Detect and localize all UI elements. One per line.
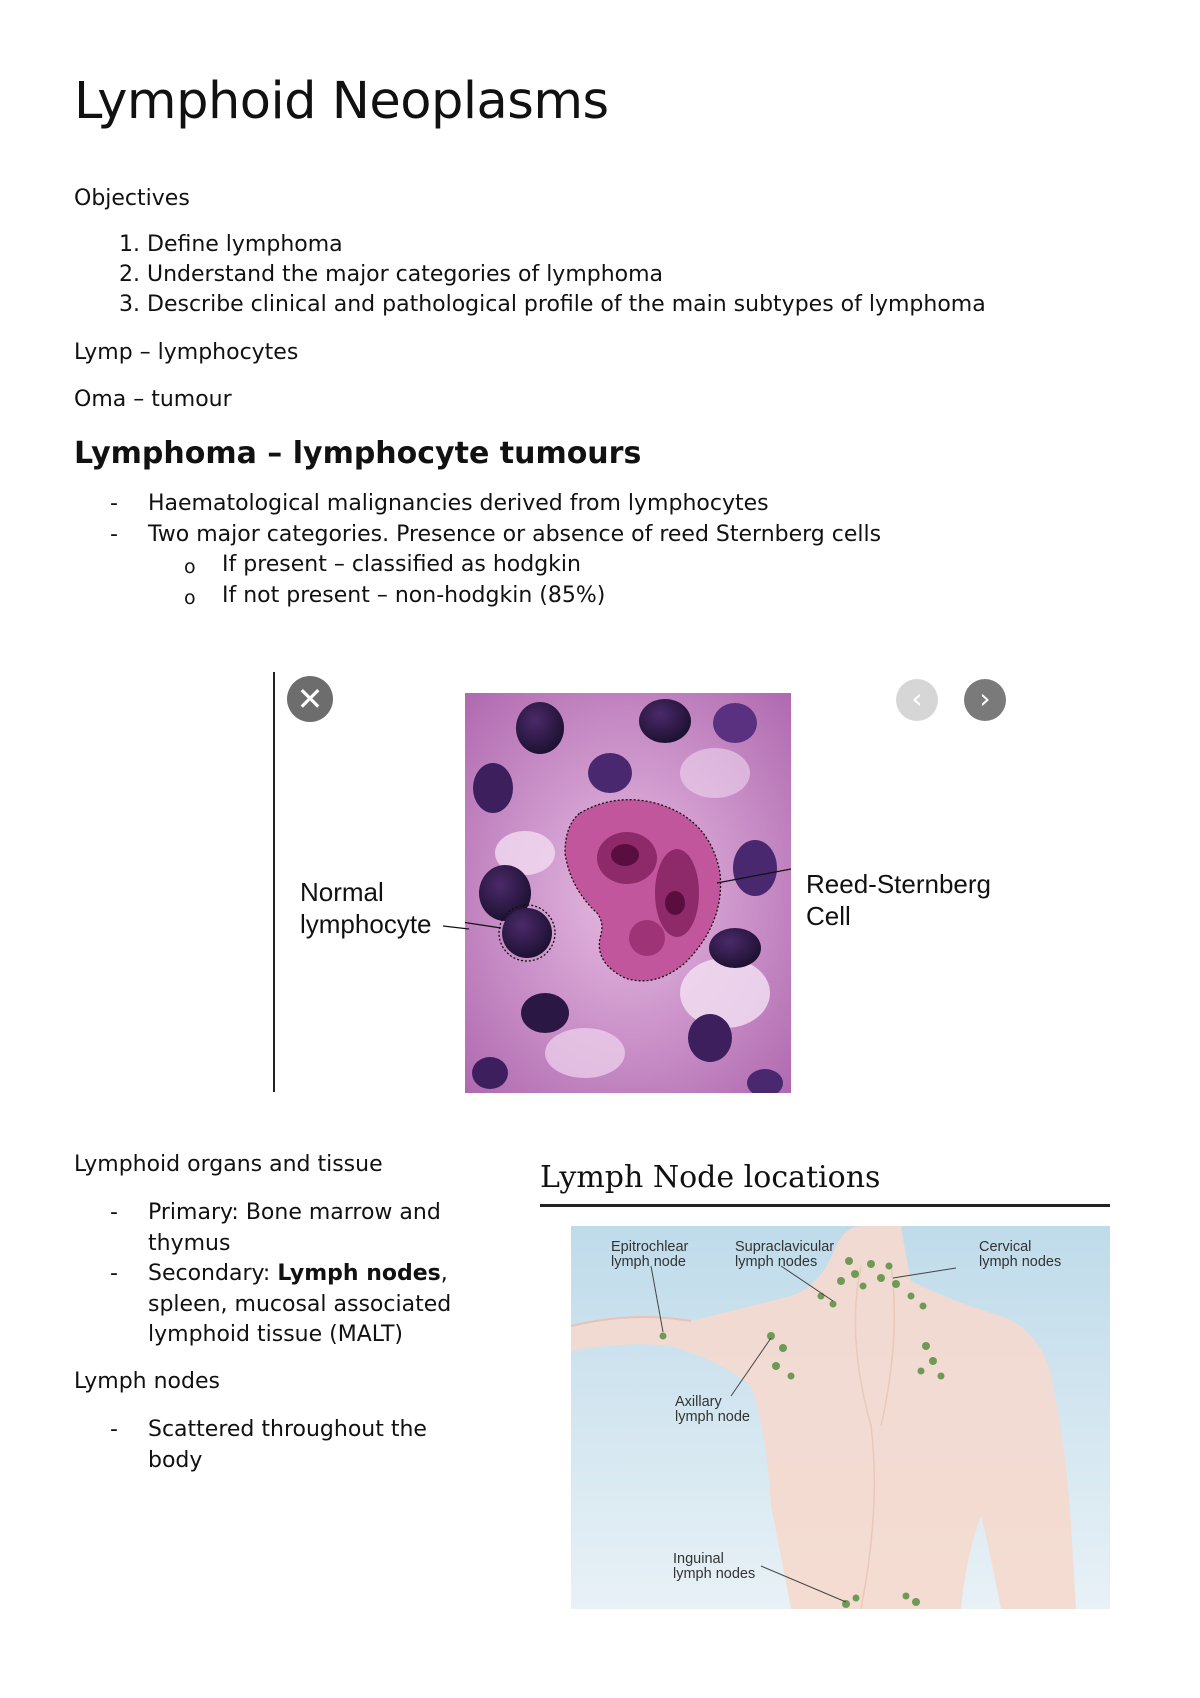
list-item: 2. Understand the major categories of lymphoma	[147, 260, 986, 290]
list-item: o If present – classified as hodgkin	[148, 550, 881, 581]
label-reed-sternberg-cell: Reed-Sternberg Cell	[806, 869, 991, 931]
sub-list	[148, 550, 881, 611]
page-title: Lymphoid Neoplasms	[74, 72, 609, 131]
chevron-left-icon[interactable]: ‹	[896, 679, 938, 721]
pointer-line	[443, 924, 469, 932]
list-item: 1. Define lymphoma	[147, 230, 986, 260]
list-item: o If not present – non-hodgkin (85%)	[148, 581, 881, 612]
lymph-node-diagram	[571, 1226, 1110, 1609]
etymology-lymp: Lymp – lymphocytes	[74, 340, 299, 365]
viewer-frame-line	[273, 672, 275, 1092]
list-item: - Haematological malignancies derived from lymphocytes	[74, 489, 881, 520]
label-axillary: Axillary lymph node	[675, 1394, 750, 1425]
chevron-right-icon[interactable]: ›	[964, 679, 1006, 721]
list-item: - Scattered throughout the body	[74, 1415, 488, 1476]
list-item: - Secondary: Lymph nodes, spleen, mucosal associated lymphoid tissue (MALT)	[74, 1259, 528, 1351]
nodes-heading: Lymph nodes	[74, 1369, 220, 1394]
figure-rule	[540, 1204, 1110, 1207]
figure-title: Lymph Node locations	[540, 1160, 881, 1195]
lymphoma-points	[74, 489, 881, 611]
objectives-label: Objectives	[74, 186, 190, 211]
lymphoma-heading: Lymphoma – lymphocyte tumours	[74, 436, 642, 471]
label-inguinal: Inguinal lymph nodes	[673, 1551, 756, 1582]
label-epitrochlear: Epitrochlear lymph node	[611, 1239, 689, 1270]
close-icon[interactable]: ✕	[287, 676, 333, 722]
etymology-oma: Oma – tumour	[74, 387, 232, 412]
list-item: - Two major categories. Presence or absence of reed Sternberg cells o If present – classified as hodgkin o If not present – non-hodgkin (85%)	[74, 520, 881, 612]
reed-sternberg-micrograph	[465, 693, 791, 1093]
objectives-list	[0, 230, 986, 320]
label-cervical: Cervical lymph nodes	[979, 1239, 1062, 1270]
organs-list	[74, 1198, 504, 1351]
list-item: 3. Describe clinical and pathological profile of the main subtypes of lymphoma	[147, 290, 986, 320]
nodes-list	[74, 1415, 488, 1476]
label-supraclavicular: Supraclavicular lymph nodes	[735, 1239, 835, 1270]
list-item: - Primary: Bone marrow and thymus	[74, 1198, 518, 1259]
label-normal-lymphocyte: Normal lymphocyte	[300, 877, 432, 939]
organs-heading: Lymphoid organs and tissue	[74, 1152, 383, 1177]
